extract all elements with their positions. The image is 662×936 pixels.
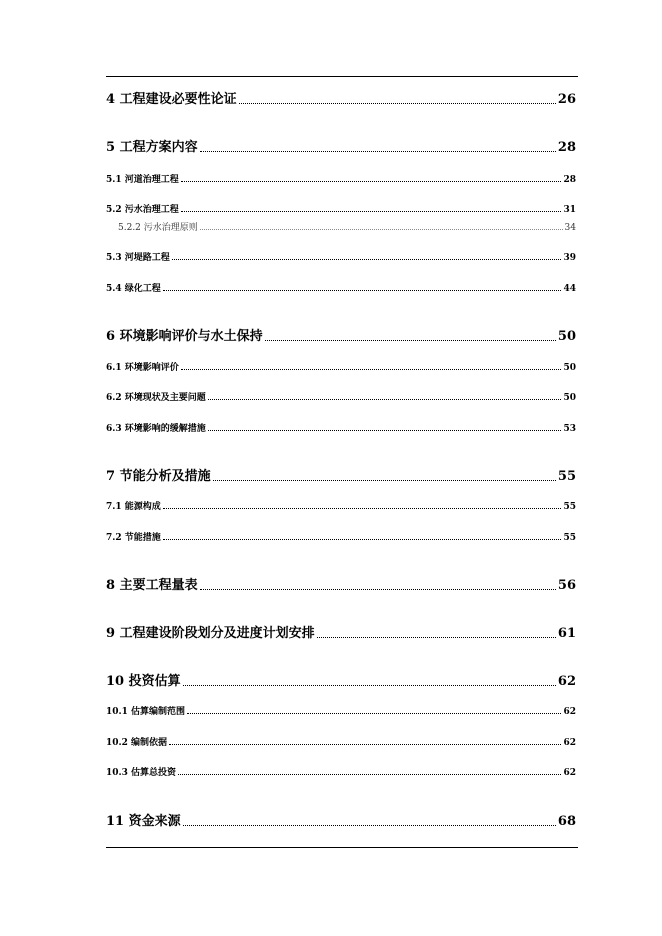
toc-entry-label: 6.1 环境影响评价 — [106, 363, 179, 373]
dot-leader — [265, 340, 556, 341]
toc-entry[interactable] — [106, 530, 576, 543]
toc-entry-page: 28 — [563, 175, 576, 185]
dot-leader — [178, 774, 561, 775]
toc-entry-label: 5.1 河道治理工程 — [106, 175, 179, 185]
dot-leader — [181, 369, 562, 370]
toc-entry-label: 6.2 环境现状及主要问题 — [106, 393, 206, 403]
toc-entry-label: 10.2 编制依据 — [106, 738, 168, 748]
toc-entry-page: 62 — [563, 768, 576, 778]
toc-entry[interactable] — [106, 765, 576, 778]
toc-entry[interactable] — [106, 499, 576, 512]
toc-entry-page: 68 — [557, 814, 576, 829]
toc-entry[interactable] — [106, 202, 576, 215]
toc-entry[interactable] — [106, 622, 576, 641]
toc-entry[interactable] — [106, 465, 576, 484]
dot-leader — [208, 430, 562, 431]
toc-entry-page: 44 — [563, 284, 576, 294]
dot-leader — [208, 399, 562, 400]
toc-entry-label: 5.2 污水治理工程 — [106, 205, 179, 215]
toc-entry[interactable] — [106, 574, 576, 593]
toc-entry-page: 26 — [557, 92, 576, 107]
toc-entry-label: 10 投资估算 — [106, 674, 181, 689]
dot-leader — [181, 181, 562, 182]
toc-entry[interactable] — [106, 810, 576, 829]
toc-entry-page: 50 — [563, 363, 576, 373]
toc-entry-label: 5.4 绿化工程 — [106, 284, 161, 294]
toc-entry-page: 55 — [557, 469, 576, 484]
toc-entry-label: 6 环境影响评价与水土保持 — [106, 329, 263, 344]
dot-leader — [200, 151, 556, 152]
dot-leader — [183, 685, 556, 686]
toc-entry-label: 5.3 河堤路工程 — [106, 253, 170, 263]
toc-entry-label: 11 资金来源 — [106, 814, 181, 829]
toc-entry-label: 9 工程建设阶段划分及进度计划安排 — [106, 626, 315, 641]
toc-entry-label: 5 工程方案内容 — [106, 140, 198, 155]
toc-entry[interactable] — [106, 421, 576, 434]
toc-entry-page: 62 — [563, 707, 576, 717]
toc-entry-label: 4 工程建设必要性论证 — [106, 92, 237, 107]
toc-entry-label: 10.1 估算编制范围 — [106, 707, 186, 717]
toc-entry-page: 50 — [557, 329, 576, 344]
dot-leader — [163, 539, 562, 540]
toc-entry-label: 5.2.2 污水治理原则 — [118, 223, 198, 233]
toc-entry[interactable] — [106, 670, 576, 689]
toc-entry[interactable] — [106, 172, 576, 185]
dot-leader — [239, 103, 556, 104]
toc-entry[interactable] — [106, 281, 576, 294]
toc-entry-page: 62 — [563, 738, 576, 748]
toc-entry-page: 34 — [564, 223, 576, 233]
toc-entry-page: 62 — [557, 674, 576, 689]
toc-entry-page: 61 — [557, 626, 576, 641]
toc-entry[interactable] — [106, 704, 576, 717]
dot-leader — [200, 589, 556, 590]
dot-leader — [169, 744, 561, 745]
dot-leader — [200, 229, 563, 230]
dot-leader — [163, 290, 562, 291]
toc-entry[interactable] — [106, 250, 576, 263]
toc-entry[interactable] — [118, 220, 576, 233]
toc-entry-label: 10.3 估算总投资 — [106, 768, 177, 778]
dot-leader — [172, 259, 562, 260]
dot-leader — [187, 713, 561, 714]
toc-entry-label: 8 主要工程量表 — [106, 578, 198, 593]
toc-entry[interactable] — [106, 390, 576, 403]
toc-entry-page: 50 — [563, 393, 576, 403]
dot-leader — [183, 825, 556, 826]
toc-entry-page: 55 — [563, 502, 576, 512]
toc-entry-page: 55 — [563, 533, 576, 543]
toc-entry[interactable] — [106, 88, 576, 107]
toc-entry[interactable] — [106, 360, 576, 373]
dot-leader — [181, 211, 562, 212]
toc-entry[interactable] — [106, 136, 576, 155]
toc-entry-page: 39 — [563, 253, 576, 263]
toc-entry-label: 7 节能分析及措施 — [106, 469, 211, 484]
toc-entry[interactable] — [106, 735, 576, 748]
dot-leader — [163, 508, 562, 509]
toc-entry-label: 7.1 能源构成 — [106, 502, 161, 512]
toc-entry-page: 56 — [557, 578, 576, 593]
toc-entry-label: 6.3 环境影响的缓解措施 — [106, 424, 206, 434]
dot-leader — [317, 637, 556, 638]
toc-entry-label: 7.2 节能措施 — [106, 533, 161, 543]
toc-entry-page: 28 — [557, 140, 576, 155]
dot-leader — [213, 480, 556, 481]
top-rule — [106, 76, 578, 77]
toc-entry[interactable] — [106, 325, 576, 344]
toc-entry-page: 31 — [563, 205, 576, 215]
toc-entry-page: 53 — [563, 424, 576, 434]
bottom-rule — [106, 847, 578, 848]
